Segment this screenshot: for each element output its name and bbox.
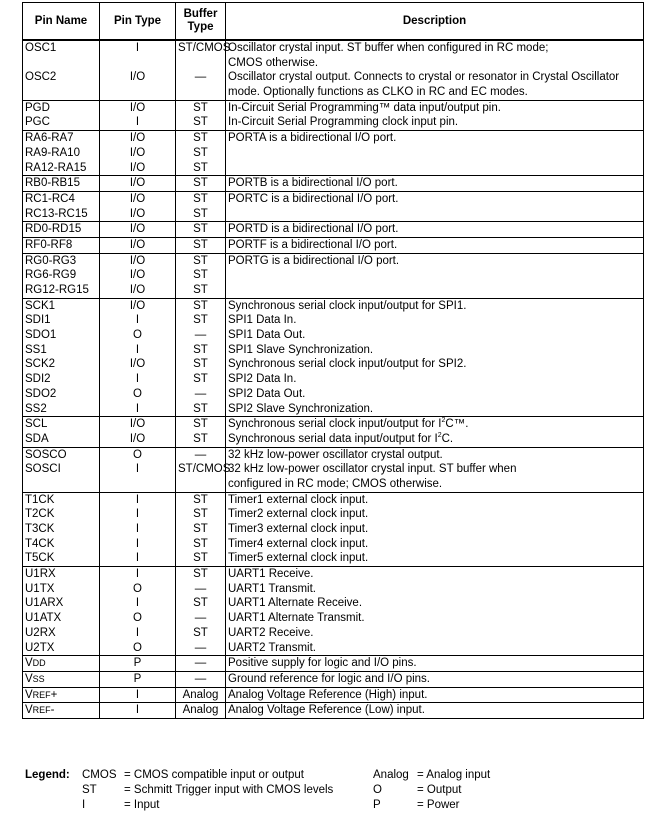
pin-name-cell (23, 492, 100, 566)
pin-name-line: RG0-RG3 (25, 254, 77, 267)
pin-type-line: I/O (129, 161, 146, 174)
description-line: Timer4 external clock input. (228, 537, 369, 550)
pin-name-line: T4CK (25, 537, 55, 550)
buffer-type-cell (176, 656, 226, 672)
pin-type-cell (100, 687, 176, 703)
table-row (23, 131, 644, 176)
pin-name-line: VREF- (25, 704, 55, 717)
pin-type-cell (100, 253, 176, 298)
pin-name-cell (23, 222, 100, 238)
pin-group (23, 131, 644, 176)
pin-name-line: RA9-RA10 (25, 146, 80, 159)
table-header-row (23, 3, 644, 41)
buffer-type-line: ST (193, 161, 208, 174)
pin-type-line: I/O (129, 132, 146, 145)
description-line: SPI1 Slave Synchronization. (228, 343, 374, 356)
pin-type-line: I (135, 523, 140, 535)
pin-type-line: I (135, 626, 140, 639)
description-line: SPI1 Data Out. (228, 329, 306, 342)
pin-group (23, 100, 644, 130)
buffer-type-cell (176, 237, 226, 253)
pin-type-line: I/O (129, 284, 146, 296)
header-pin-name: Pin Name (23, 3, 100, 41)
pin-name-line: RB0-RB15 (25, 177, 80, 190)
pin-type-line: I/O (129, 192, 146, 205)
description-line: SPI2 Slave Synchronization. (228, 402, 374, 415)
table-row (23, 40, 644, 100)
buffer-type-cell (176, 131, 226, 176)
pin-type-cell (100, 131, 176, 176)
buffer-type-cell (176, 447, 231, 492)
pin-type-cell (100, 447, 176, 492)
pin-type-line: I (135, 704, 140, 717)
description-line: Timer2 external clock input. (228, 508, 369, 521)
pin-name-line: U2TX (25, 641, 55, 654)
pin-name-line: RA6-RA7 (25, 132, 74, 145)
buffer-type-line (178, 477, 223, 492)
buffer-type-cell (176, 703, 226, 719)
pin-name-line (25, 85, 97, 100)
description-line: UART2 Receive. (228, 626, 314, 639)
buffer-type-line: — (194, 657, 207, 670)
description-line: PORTC is a bidirectional I/O port. (228, 192, 399, 205)
pin-group (23, 492, 644, 566)
description-cell (226, 237, 644, 253)
pin-type-line: I (135, 463, 140, 476)
pin-name-line: U1TX (25, 582, 55, 595)
pin-name-line: SCK2 (25, 358, 56, 371)
buffer-type-line: ST (193, 146, 208, 159)
table-row (23, 176, 644, 192)
pin-type-line: I/O (129, 223, 146, 236)
table-row (23, 656, 644, 672)
legend-entry-output: O = Output (373, 784, 462, 796)
buffer-type-line: ST (193, 177, 208, 190)
pin-name-line: SCL (25, 418, 48, 431)
legend-entry-st: ST = Schmitt Trigger input with CMOS levels (82, 784, 334, 796)
pin-type-line: I (135, 314, 140, 327)
buffer-type-line: ST (193, 238, 208, 251)
pin-group (23, 237, 644, 253)
pin-name-line: RG12-RG15 (25, 284, 89, 296)
buffer-type-cell (176, 298, 226, 417)
description-line: 32 kHz low-power oscillator crystal input. ST buffer when (228, 463, 517, 476)
pin-name-line: RC1-RC4 (25, 192, 75, 205)
pin-name-line: SCK1 (25, 299, 56, 312)
description-line: SPI2 Data Out. (228, 387, 306, 400)
buffer-type-line: ST (193, 269, 208, 282)
pin-name-cell (23, 298, 100, 417)
legend-title: Legend: (25, 769, 70, 781)
buffer-type-cell (176, 191, 226, 221)
table-row (23, 100, 644, 130)
description-line: SPI1 Data In. (228, 314, 297, 327)
pin-type-line: O (133, 448, 142, 461)
buffer-type-line: — (194, 71, 207, 84)
buffer-type-cell (176, 671, 226, 687)
pin-description-table (22, 2, 644, 719)
description-line (228, 207, 641, 222)
pin-type-line: O (133, 582, 142, 595)
pin-type-line: I/O (129, 269, 146, 282)
pin-name-line: SOSCI (25, 463, 61, 476)
pin-type-line: I/O (129, 207, 146, 220)
pin-name-line: VSS (25, 672, 45, 685)
pin-type-line: O (133, 387, 142, 400)
buffer-type-line: ST (193, 284, 208, 296)
table-row (23, 447, 644, 492)
buffer-type-line: ST (193, 432, 208, 445)
description-cell (226, 222, 644, 238)
buffer-type-line: — (194, 641, 207, 654)
pin-name-line: U1ATX (25, 612, 62, 625)
pin-name-line: SS1 (25, 343, 47, 356)
description-line: UART2 Transmit. (228, 641, 316, 654)
description-cell (226, 492, 644, 566)
description-cell (226, 100, 644, 130)
description-line: 32 kHz low-power oscillator crystal output. (228, 448, 443, 461)
table-row (23, 492, 644, 566)
description-line: Synchronous serial clock input/output for SPI1. (228, 299, 467, 312)
buffer-type-line: ST (193, 568, 208, 581)
buffer-type-line: Analog (182, 688, 219, 701)
pin-type-cell (100, 567, 176, 656)
pin-name-line: SDA (25, 432, 49, 445)
pin-type-line: I/O (129, 177, 146, 190)
pin-type-line: I/O (129, 238, 146, 251)
pin-name-line: OSC1 (25, 42, 57, 54)
pin-type-line: I/O (129, 418, 146, 431)
buffer-type-line: ST (193, 299, 208, 312)
description-line: configured in RC mode; CMOS otherwise. (228, 477, 443, 490)
pin-type-line: I (135, 343, 140, 356)
pin-type-line: O (133, 641, 142, 654)
description-line: Analog Voltage Reference (Low) input. (228, 704, 425, 717)
pin-name-line: SOSCO (25, 448, 67, 461)
pin-type-line: I (135, 597, 140, 610)
table-row (23, 237, 644, 253)
pin-group (23, 687, 644, 703)
pin-type-line: O (133, 612, 142, 625)
description-line: Oscillator crystal input. ST buffer when configured in RC mode; (228, 42, 549, 54)
pin-name-cell (23, 176, 100, 192)
buffer-type-cell (176, 176, 226, 192)
buffer-type-cell (176, 222, 226, 238)
pin-name-line: RC13-RC15 (25, 207, 88, 220)
description-line: Ground reference for logic and I/O pins. (228, 672, 430, 685)
table-row (23, 671, 644, 687)
legend-entry-power: P = Power (373, 799, 460, 811)
pin-name-line: U1ARX (25, 597, 64, 610)
description-line: Timer3 external clock input. (228, 523, 369, 535)
header-buffer-type: Buffer Type (176, 3, 226, 41)
pin-name-line: VDD (25, 657, 46, 670)
pin-type-cell (100, 417, 176, 447)
description-line: PORTB is a bidirectional I/O port. (228, 177, 398, 190)
pin-group (23, 567, 644, 656)
pin-name-cell (23, 703, 100, 719)
description-cell (226, 567, 644, 656)
description-line: UART1 Receive. (228, 568, 314, 581)
pin-name-line: SDI1 (25, 314, 51, 327)
buffer-type-cell (176, 253, 226, 298)
pin-name-line: OSC2 (25, 71, 57, 84)
buffer-type-line: ST (193, 493, 208, 506)
description-line: In-Circuit Serial Programming™ data input/output pin. (228, 101, 501, 114)
pin-group (23, 671, 644, 687)
description-line: Timer5 external clock input. (228, 552, 369, 565)
pin-name-cell (23, 40, 100, 100)
pin-type-line: I (135, 373, 140, 386)
table-row (23, 703, 644, 719)
buffer-type-line: ST (193, 402, 208, 415)
buffer-type-line: ST (193, 116, 208, 129)
buffer-type-line (178, 56, 223, 71)
pin-name-cell (23, 687, 100, 703)
buffer-type-line: ST (193, 418, 208, 431)
buffer-type-line: ST (193, 343, 208, 356)
pin-group (23, 656, 644, 672)
pin-name-line: T5CK (25, 552, 55, 565)
pin-type-line: I (135, 537, 140, 550)
pin-type-cell (100, 100, 176, 130)
pin-type-line: I/O (129, 71, 146, 84)
description-cell (226, 656, 644, 672)
buffer-type-line: — (194, 448, 207, 461)
description-cell (226, 40, 644, 100)
pin-name-line (25, 477, 97, 492)
pin-type-cell (100, 298, 176, 417)
buffer-type-line: ST (193, 132, 208, 145)
description-line: Oscillator crystal output. Connects to crystal or resonator in Crystal Oscillator (228, 71, 620, 84)
buffer-type-line: ST/CMOS (178, 42, 231, 54)
pin-name-cell (23, 191, 100, 221)
buffer-type-cell (176, 40, 231, 100)
description-line: Positive supply for logic and I/O pins. (228, 657, 417, 670)
description-cell (226, 687, 644, 703)
buffer-type-line: Analog (182, 704, 219, 717)
legend-entry-input: I = Input (82, 799, 160, 811)
description-line: mode. Optionally functions as CLKO in RC and EC modes. (228, 86, 528, 99)
pin-type-line: P (133, 672, 142, 685)
pin-type-line: I (135, 493, 140, 506)
description-line (228, 161, 641, 176)
pin-type-line: P (133, 657, 142, 670)
pin-group (23, 447, 644, 492)
buffer-type-cell (176, 100, 226, 130)
description-line: Analog Voltage Reference (High) input. (228, 688, 428, 701)
pin-name-line: RD0-RD15 (25, 223, 82, 236)
pin-name-cell (23, 671, 100, 687)
table-row (23, 567, 644, 656)
description-line: UART1 Transmit. (228, 582, 316, 595)
buffer-type-line: — (194, 387, 207, 400)
pin-name-cell (23, 237, 100, 253)
pin-name-cell (23, 656, 100, 672)
pin-name-cell (23, 447, 100, 492)
pin-name-line: RA12-RA15 (25, 161, 87, 174)
header-pin-type: Pin Type (100, 3, 176, 41)
pin-name-line: RG6-RG9 (25, 269, 77, 282)
description-line: Synchronous serial data input/output for $I^2C$. (228, 432, 454, 445)
table-row (23, 253, 644, 298)
description-line (228, 283, 641, 298)
pin-name-cell (23, 253, 100, 298)
pin-name-cell (23, 100, 100, 130)
pin-name-line: U2RX (25, 626, 56, 639)
pin-group (23, 40, 644, 100)
pin-name-line: SDO2 (25, 387, 57, 400)
buffer-type-line: ST (193, 358, 208, 371)
pin-name-cell (23, 417, 100, 447)
pin-name-line: RF0-RF8 (25, 238, 73, 251)
description-line: PORTG is a bidirectional I/O port. (228, 254, 400, 267)
pin-type-line: I (135, 116, 140, 129)
buffer-type-cell (176, 567, 226, 656)
buffer-type-cell (176, 417, 226, 447)
pin-name-line: SDI2 (25, 373, 51, 386)
pin-type-cell (100, 40, 176, 100)
pin-group (23, 703, 644, 719)
buffer-type-line: — (194, 672, 207, 685)
pin-type-cell (100, 222, 176, 238)
pin-type-line: I (135, 688, 140, 701)
buffer-type-line: ST (193, 523, 208, 535)
buffer-type-line: ST (193, 537, 208, 550)
pin-type-line: I/O (129, 254, 146, 267)
pin-type-line: I (135, 402, 140, 415)
description-cell (226, 298, 644, 417)
buffer-type-line (178, 85, 223, 100)
pin-type-line: I/O (129, 432, 146, 445)
description-line (228, 268, 641, 283)
buffer-type-line: — (194, 612, 207, 625)
pin-type-line: O (133, 329, 142, 342)
description-line: UART1 Alternate Transmit. (228, 612, 365, 625)
description-line: In-Circuit Serial Programming clock input pin. (228, 116, 459, 129)
description-line: Synchronous serial clock input/output for $I^2C™$. (228, 417, 469, 431)
pin-type-line: I/O (129, 101, 146, 114)
pin-type-cell (100, 191, 176, 221)
description-line: Synchronous serial clock input/output for SPI2. (228, 358, 467, 371)
description-cell (226, 131, 644, 176)
pin-name-cell (23, 131, 100, 176)
table-row (23, 222, 644, 238)
pin-type-cell (100, 656, 176, 672)
pin-name-line: PGD (25, 101, 50, 114)
description-cell (226, 191, 644, 221)
buffer-type-line: ST (193, 373, 208, 386)
pin-group (23, 191, 644, 221)
description-line (228, 146, 641, 161)
pin-name-line: T3CK (25, 523, 55, 535)
pin-group (23, 222, 644, 238)
pin-name-line: SDO1 (25, 329, 57, 342)
description-cell (226, 703, 644, 719)
buffer-type-line: ST (193, 223, 208, 236)
pin-type-line: I/O (129, 299, 146, 312)
buffer-type-line: ST (193, 314, 208, 327)
buffer-type-cell (176, 492, 226, 566)
header-description: Description (226, 3, 644, 41)
pin-type-line: I (135, 42, 140, 54)
buffer-type-line: — (194, 329, 207, 342)
description-line: CMOS otherwise. (228, 56, 319, 69)
pin-name-line: T2CK (25, 508, 55, 521)
pin-group (23, 417, 644, 447)
buffer-type-line: ST (193, 207, 208, 220)
description-cell (226, 176, 644, 192)
buffer-type-line: ST (193, 192, 208, 205)
buffer-type-line: ST (193, 552, 208, 565)
table-row (23, 191, 644, 221)
pin-name-line: PGC (25, 116, 50, 129)
pin-type-line (102, 56, 173, 71)
pin-type-line: I/O (129, 146, 146, 159)
pin-type-line: I (135, 552, 140, 565)
description-cell (226, 447, 644, 492)
pin-name-line: U1RX (25, 568, 56, 581)
pin-type-cell (100, 703, 176, 719)
buffer-type-line: — (194, 582, 207, 595)
table-row (23, 687, 644, 703)
buffer-type-line: ST (193, 597, 208, 610)
description-cell (226, 671, 644, 687)
pin-type-cell (100, 492, 176, 566)
description-cell (226, 417, 644, 447)
pin-type-line (102, 85, 173, 100)
pin-name-line (25, 56, 97, 71)
legend-entry-cmos: CMOS = CMOS compatible input or output (82, 769, 304, 781)
buffer-type-line: ST (193, 101, 208, 114)
pin-name-line: T1CK (25, 493, 55, 506)
pin-type-cell (100, 671, 176, 687)
pin-type-line: I/O (129, 358, 146, 371)
buffer-type-line: ST (193, 626, 208, 639)
description-line: UART1 Alternate Receive. (228, 597, 363, 610)
pin-group (23, 176, 644, 192)
pin-type-line (102, 477, 173, 492)
buffer-type-line: ST (193, 254, 208, 267)
legend-entry-analog: Analog = Analog input (373, 769, 491, 781)
pin-group (23, 298, 644, 417)
buffer-type-cell (176, 687, 226, 703)
pin-name-line: SS2 (25, 402, 47, 415)
pin-type-cell (100, 176, 176, 192)
pin-type-cell (100, 237, 176, 253)
description-cell (226, 253, 644, 298)
table-row (23, 298, 644, 417)
pin-type-line: I (135, 568, 140, 581)
pin-type-line: I (135, 508, 140, 521)
table-row (23, 417, 644, 447)
pin-name-cell (23, 567, 100, 656)
pin-name-line: VREF+ (25, 688, 58, 701)
pin-group (23, 253, 644, 298)
description-line: PORTD is a bidirectional I/O port. (228, 223, 399, 236)
buffer-type-line: ST/CMOS (178, 463, 231, 476)
description-line: Timer1 external clock input. (228, 493, 369, 506)
description-line: PORTA is a bidirectional I/O port. (228, 132, 397, 145)
buffer-type-line: ST (193, 508, 208, 521)
description-line: SPI2 Data In. (228, 373, 297, 386)
description-line: PORTF is a bidirectional I/O port. (228, 238, 398, 251)
